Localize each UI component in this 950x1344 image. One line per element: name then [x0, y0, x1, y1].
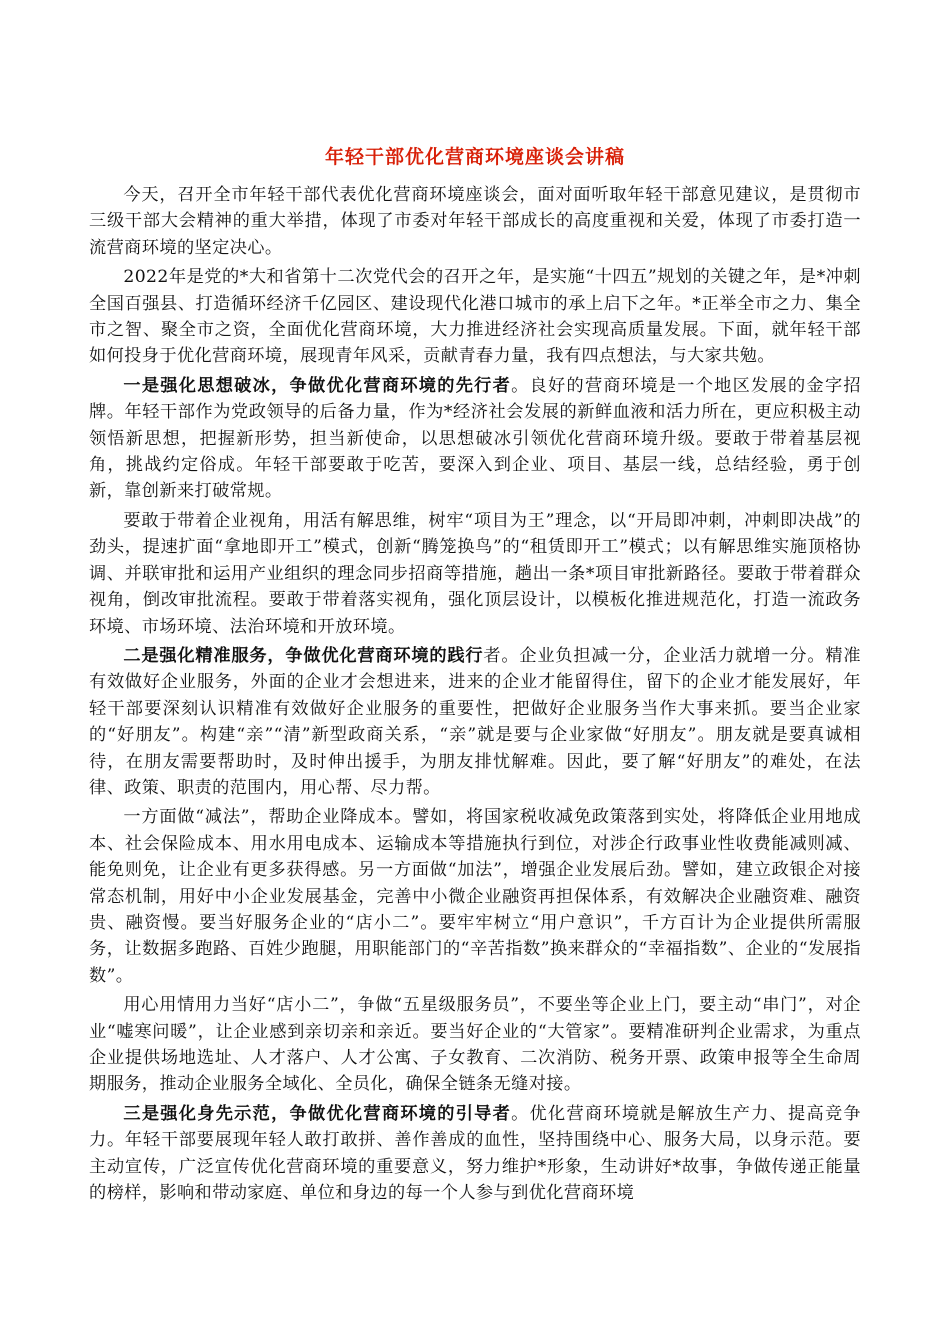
paragraph: [89, 804, 861, 989]
paragraph-text: 今天，召开全市年轻干部代表优化营商环境座谈会，面对面听取年轻干部意见建议，是贯彻市三级干部大会精神的重大举措，体现了市委对年轻干部成长的高度重视和关爱，体现了市委打造一流营商环境的坚定决心。: [89, 185, 861, 258]
paragraph: [89, 643, 861, 801]
paragraph-text: 要敢于带着企业视角，用活有解思维，树牢“项目为王”理念，以“开局即冲刺，冲刺即决战”的劲头，提速扩面“拿地即开工”模式，创新“腾笼换鸟”的“租赁即开工”模式；以有解思维实施顶格协调、并联审批和运用产业组织的理念同步招商等措施，趟出一条*项目审批新路径。要敢于带着群众视角，倒改审批流程。要敢于带着落实视角，强化顶层设计，以模板化推进规范化，打造一流政务环境、市场环境、法治环境和开放环境。: [89, 510, 861, 637]
paragraph-lead: 三是强化身先示范，争做优化营商环境的引导者: [123, 1103, 512, 1124]
paragraph-text: 2022年是党的*大和省第十二次党代会的召开之年，是实施“十四五”规划的关键之年，是*冲刺全国百强县、打造循环经济千亿园区、建设现代化港口城市的承上启下之年。*正举全市之力、集全市之智、聚全市之资，全面优化营商环境，大力推进经济社会实现高质量发展。下面，就年轻干部如何投身于优化营商环境，展现青年风采，贡献青春力量，我有四点想法，与大家共勉。: [89, 267, 861, 367]
paragraph: [89, 264, 861, 370]
paragraph-lead: 二是强化精准服务，争做优化营商环境的践行: [123, 645, 484, 666]
paragraph: [89, 182, 861, 261]
document-title: 年轻干部优化营商环境座谈会讲稿: [324, 146, 625, 168]
paragraph: [89, 1101, 861, 1207]
paragraph-text: 者。企业负担减一分，企业活力就增一分。精准有效做好企业服务，外面的企业才会想进来，进来的企业才能留得住，留下的企业才能发展好，年轻干部要深刻认识精准有效做好企业服务的重要性，把做好企业服务当作大事来抓。要当企业家的“好朋友”。构建“亲”“清”新型政商关系，“亲”就是要与企业家做“好朋友”。朋友就是要真诚相待，在朋友需要帮助时，及时伸出援手，为朋友排忧解难。因此，要了解“好朋友”的难处，在法律、政策、职责的范围内，用心帮、尽力帮。: [89, 645, 861, 798]
paragraph-text: 一方面做“减法”，帮助企业降成本。譬如，将国家税收减免政策落到实处，将降低企业用地成本、社会保险成本、用水用电成本、运输成本等措施执行到位，对涉企行政事业性收费能减则减、能免则免，让企业有更多获得感。另一方面做“加法”，增强企业发展后劲。譬如，建立政银企对接常态机制，用好中小企业发展基金，完善中小微企业融资再担保体系，有效解决企业融资难、融资贵、融资慢。要当好服务企业的“店小二”。要牢牢树立“用户意识”，千方百计为企业提供所需服务，让数据多跑路、百姓少跑腿，用职能部门的“辛苦指数”换来群众的“幸福指数”、企业的“发展指数”。: [89, 807, 861, 986]
paragraph-text: 。良好的营商环境是一个地区发展的金字招牌。年轻干部作为党政领导的后备力量，作为*经济社会发展的新鲜血液和活力所在，更应积极主动领悟新思想，把握新形势，担当新使命，以思想破冰引领优化营商环境升级。要敢于带着基层视角，挑战约定俗成。年轻干部要敢于吃苦，要深入到企业、项目、基层一线，总结经验，勇于创新，靠创新来打破常规。: [89, 375, 861, 502]
paragraph-text: 用心用情用力当好“店小二”，争做“五星级服务员”，不要坐等企业上门，要主动“串门”，对企业“嘘寒问暖”，让企业感到亲切亲和亲近。要当好企业的“大管家”。要精准研判企业需求，为重点企业提供场地选址、人才落户、人才公寓、子女教育、二次消防、税务开票、政策申报等全生命周期服务，推动企业服务全域化、全员化，确保全链条无缝对接。: [89, 995, 861, 1095]
document-body: [89, 182, 861, 1209]
paragraph-lead: 一是强化思想破冰，争做优化营商环境的先行者: [123, 375, 512, 396]
paragraph: [89, 992, 861, 1098]
paragraph: [89, 508, 861, 640]
paragraph: [89, 373, 861, 505]
paragraph-text: 。优化营商环境就是解放生产力、提高竞争力。年轻干部要展现年轻人敢打敢拼、善作善成的血性，坚持围绕中心、服务大局，以身示范。要主动宣传，广泛宣传优化营商环境的重要意义，努力维护*形象，生动讲好*故事，争做传递正能量的榜样，影响和带动家庭、单位和身边的每一个人参与到优化营商环境: [89, 1103, 861, 1204]
